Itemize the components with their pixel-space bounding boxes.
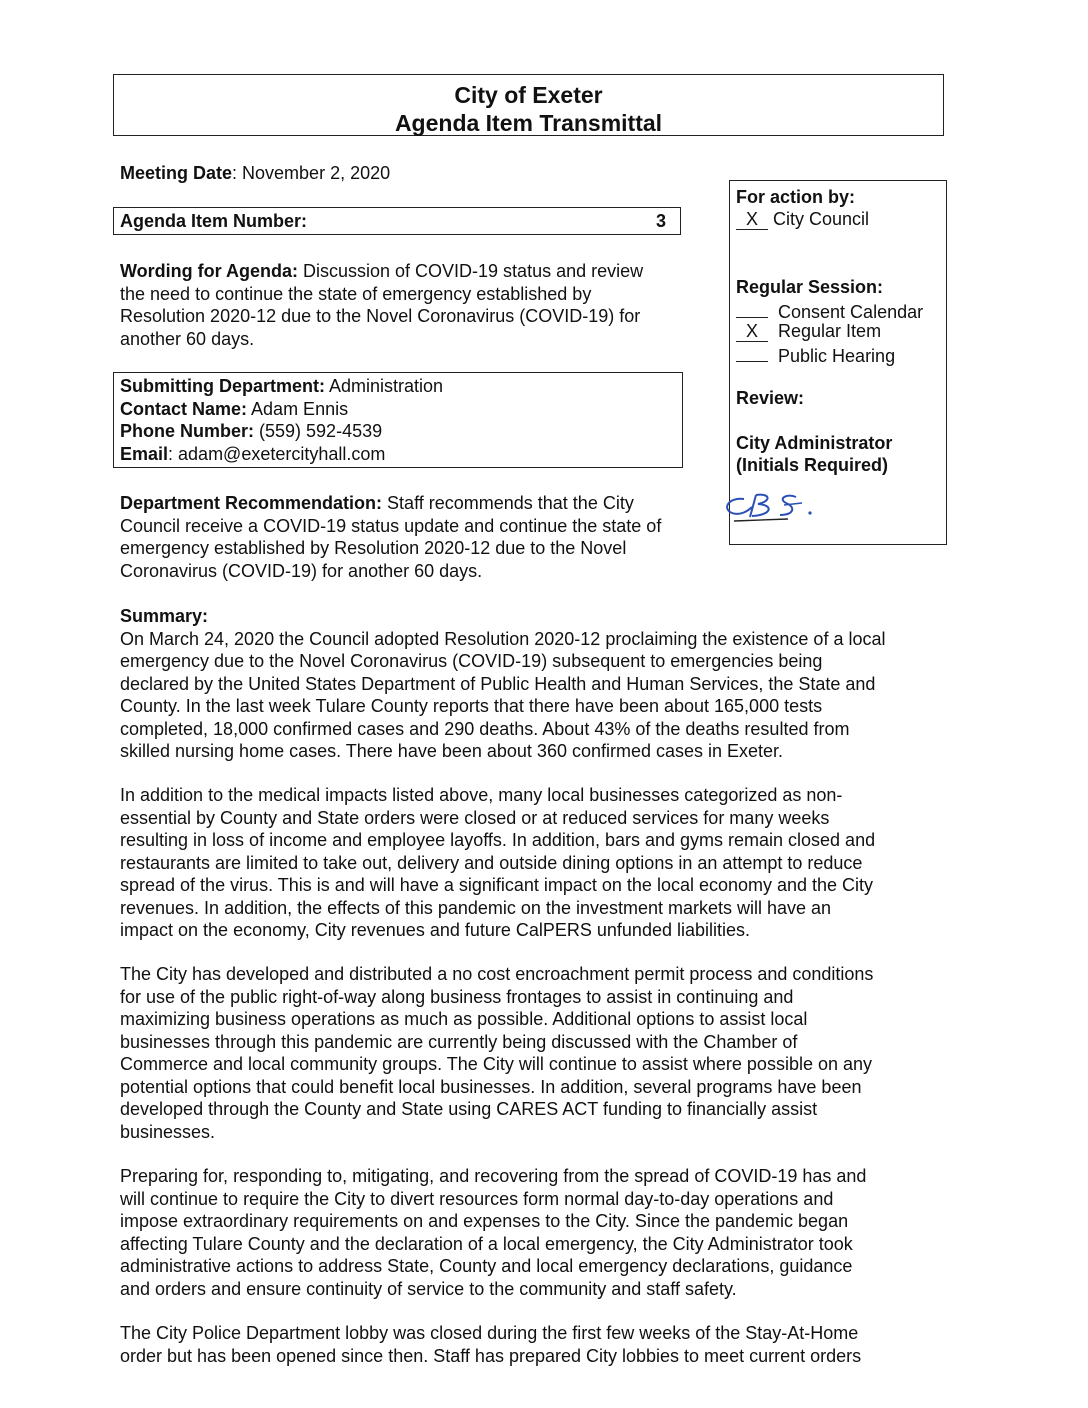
recommendation-line: emergency established by Resolution 2020-12 due to the Novel <box>120 538 627 558</box>
city-title: City of Exeter <box>454 82 603 108</box>
recommendation-line: Staff recommends that the City <box>382 493 634 513</box>
summary-line: potential options that could benefit local businesses. In addition, several programs have been <box>120 1076 862 1097</box>
meeting-date-label: Meeting Date <box>120 163 233 183</box>
summary-line: businesses through this pandemic are currently being discussed with the Chamber of <box>120 1031 798 1052</box>
submitting-department-label: Submitting Department: <box>120 376 325 396</box>
summary-line: order but has been opened since then. Staff has prepared City lobbies to meet current orders <box>120 1345 862 1366</box>
wording-for-agenda <box>120 260 643 350</box>
public-hearing-mark <box>736 342 768 362</box>
wording-line: the need to continue the state of emergency established by <box>120 283 592 304</box>
summary-heading: Summary: <box>120 606 209 626</box>
city-council-row <box>736 208 869 230</box>
action-box <box>729 180 947 545</box>
summary-paragraph-4 <box>120 1165 866 1300</box>
regular-item-mark: X <box>736 322 768 342</box>
wording-line: another 60 days. <box>120 328 255 349</box>
summary-line: Preparing for, responding to, mitigating, and recovering from the spread of COVID-19 has and <box>120 1166 867 1186</box>
city-administrator-label: City Administrator <box>736 433 893 453</box>
consent-calendar-mark <box>736 298 768 318</box>
recommendation-label: Department Recommendation: <box>120 493 383 513</box>
summary-line: County. In the last week Tulare County reports that there have been about 165,000 tests <box>120 696 823 716</box>
summary-line: impose extraordinary requirements on and expenses to the City. Since the pandemic began <box>120 1211 849 1231</box>
summary-line: will continue to require the City to divert resources form normal day-to-day operations and <box>120 1188 834 1209</box>
summary-line: declared by the United States Department of Public Health and Human Services, the State and <box>120 673 876 694</box>
initials-signature <box>718 487 858 527</box>
agenda-item-number-value: 3 <box>655 211 666 231</box>
summary-line: resulting in loss of income and employee layoffs. In addition, bars and gyms remain closed and <box>120 830 876 850</box>
summary-line: essential by County and State orders were closed or at reduced services for many weeks <box>120 807 830 828</box>
summary-line: On March 24, 2020 the Council adopted Resolution 2020-12 proclaiming the existence of a local <box>120 628 886 649</box>
meeting-date-value: : November 2, 2020 <box>232 163 391 183</box>
city-council-mark: X <box>736 210 768 230</box>
summary-line: impact on the economy, City revenues and future CalPERS unfunded liabilities. <box>120 920 751 940</box>
phone-number-value: (559) 592-4539 <box>254 421 383 441</box>
initials-required-label: (Initials Required) <box>736 455 889 475</box>
summary-section <box>120 605 885 763</box>
recommendation-line: Council receive a COVID-19 status update and continue the state of <box>120 515 662 536</box>
summary-paragraph-1 <box>120 628 885 763</box>
summary-line: affecting Tulare County and the declaration of a local emergency, the City Administrator took <box>120 1233 853 1254</box>
summary-paragraph-3 <box>120 963 873 1143</box>
summary-line: revenues. In addition, the effects of this pandemic on the investment markets will have an <box>120 897 832 918</box>
contact-name-label: Contact Name: <box>120 398 248 419</box>
summary-line: restaurants are limited to take out, delivery and outside dining options in an attempt to reduce <box>120 852 863 873</box>
document-header <box>113 74 944 136</box>
summary-line: The City has developed and distributed a no cost encroachment permit process and conditions <box>120 964 874 984</box>
for-action-label: For action by: <box>736 187 856 207</box>
transmittal-title: Agenda Item Transmittal <box>394 110 663 136</box>
meeting-date <box>120 162 390 185</box>
summary-line: for use of the public right-of-way along business frontages to assist in continuing and <box>120 986 794 1007</box>
email-label: Email <box>120 443 169 464</box>
summary-line: The City Police Department lobby was closed during the first few weeks of the Stay-At-Home <box>120 1323 859 1343</box>
agenda-item-number-label: Agenda Item Number: <box>120 211 308 231</box>
wording-label: Wording for Agenda: <box>120 261 298 281</box>
public-hearing-label: Public Hearing <box>778 346 896 366</box>
summary-line: In addition to the medical impacts listed above, many local businesses categorized as non- <box>120 785 843 805</box>
city-council-label: City Council <box>773 209 870 229</box>
consent-calendar-label: Consent Calendar <box>778 302 924 322</box>
review-label: Review: <box>736 388 805 408</box>
department-recommendation <box>120 492 661 582</box>
recommendation-line: Coronavirus (COVID-19) for another 60 days. <box>120 560 483 581</box>
email-value: : adam@exetercityhall.com <box>168 443 386 464</box>
summary-line: and orders and ensure continuity of service to the community and staff safety. <box>120 1278 737 1299</box>
wording-line: Resolution 2020-12 due to the Novel Coronavirus (COVID-19) for <box>120 306 641 326</box>
department-info-box <box>113 372 683 468</box>
regular-item-row <box>736 320 881 342</box>
wording-line: Discussion of COVID-19 status and review <box>297 261 644 281</box>
summary-line: administrative actions to address State, County and local emergency declarations, guidance <box>120 1256 853 1276</box>
regular-session-label: Regular Session: <box>736 277 884 297</box>
agenda-item-number-box <box>113 207 681 235</box>
contact-name-value: Adam Ennis <box>247 398 349 419</box>
summary-line: Commerce and local community groups. The City will continue to assist where possible on any <box>120 1054 873 1074</box>
summary-paragraph-2 <box>120 784 875 942</box>
summary-line: emergency due to the Novel Coronavirus (COVID-19) subsequent to emergencies being <box>120 651 823 671</box>
phone-number-label: Phone Number: <box>120 421 255 441</box>
summary-line: developed through the County and State using CARES ACT funding to financially assist <box>120 1099 818 1119</box>
public-hearing-row <box>736 342 895 367</box>
summary-line: skilled nursing home cases. There have been about 360 confirmed cases in Exeter. <box>120 741 784 761</box>
summary-paragraph-5 <box>120 1322 861 1367</box>
submitting-department-value: Administration <box>325 376 444 396</box>
summary-line: spread of the virus. This is and will have a significant impact on the local economy and the City <box>120 875 874 895</box>
summary-line: completed, 18,000 confirmed cases and 290 deaths. About 43% of the deaths resulted from <box>120 718 850 739</box>
regular-item-label: Regular Item <box>778 321 882 341</box>
summary-line: businesses. <box>120 1121 216 1142</box>
summary-line: maximizing business operations as much as possible. Additional options to assist local <box>120 1009 808 1029</box>
